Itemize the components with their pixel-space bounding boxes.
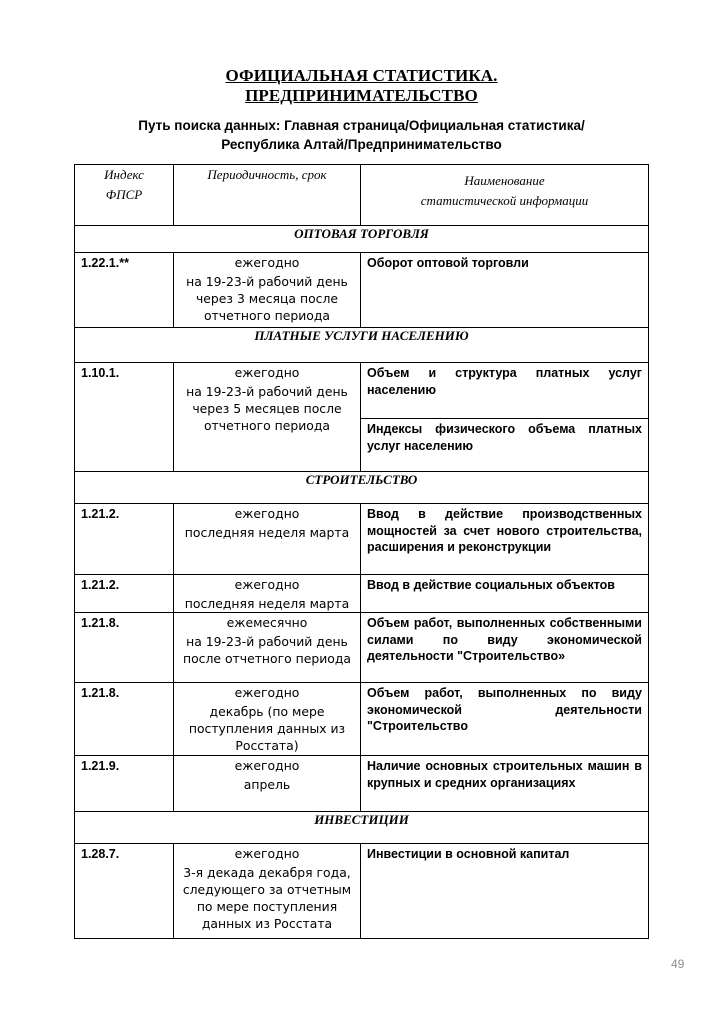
period-cell [174, 575, 361, 613]
table-row [75, 504, 649, 575]
page-title [0, 66, 723, 106]
section-title: ИНВЕСТИЦИИ [75, 812, 649, 844]
section-row [75, 328, 649, 363]
period-cell [174, 683, 361, 756]
fpsr-code: 1.28.7. [75, 844, 174, 939]
header-index-line-1: Индекс [104, 167, 144, 182]
page-number: 49 [671, 957, 685, 971]
info-name: Ввод в действие социальных объектов [361, 575, 649, 613]
header-name-line-2: статистической информации [420, 193, 589, 208]
info-name: Объем работ, выполненных по виду экономической деятельности "Строительство [361, 683, 649, 756]
search-path-line-2: Республика Алтай/Предпринимательство [221, 137, 502, 152]
fpsr-code: 1.21.2. [75, 504, 174, 575]
fpsr-code: 1.22.1.** [75, 253, 174, 328]
section-title: ОПТОВАЯ ТОРГОВЛЯ [75, 226, 649, 253]
table-row [75, 575, 649, 613]
table-row [75, 363, 649, 419]
period-cell [174, 363, 361, 472]
section-title: ПЛАТНЫЕ УСЛУГИ НАСЕЛЕНИЮ [75, 328, 649, 363]
period-cell [174, 253, 361, 328]
table-row [75, 756, 649, 812]
section-row [75, 812, 649, 844]
info-name: Ввод в действие производственных мощностей за счет нового строительства, расширения и реконструкции [361, 504, 649, 575]
table-row [75, 844, 649, 939]
table-header-row [75, 165, 649, 226]
fpsr-code: 1.21.2. [75, 575, 174, 613]
frequency: ежегодно [234, 255, 300, 270]
period-cell [174, 613, 361, 683]
fpsr-code: 1.21.8. [75, 613, 174, 683]
info-name: Наличие основных строительных машин в крупных и средних организациях [361, 756, 649, 812]
search-path [0, 116, 723, 154]
frequency: ежемесячно [226, 615, 308, 630]
frequency: ежегодно [234, 506, 300, 521]
deadline: на 19-23-й рабочий день после отчетного периода [182, 634, 352, 666]
frequency: ежегодно [234, 365, 300, 380]
deadline: 3-я декада декабря года, следующего за отчетным по мере поступления данных из Росстата [182, 865, 352, 931]
table-row [75, 253, 649, 328]
deadline: на 19-23-й рабочий день через 5 месяцев после отчетного периода [186, 384, 348, 433]
frequency: ежегодно [234, 758, 300, 773]
title-line-2: ПРЕДПРИНИМАТЕЛЬСТВО [245, 86, 478, 105]
info-name: Инвестиции в основной капитал [361, 844, 649, 939]
header-period: Периодичность, срок [174, 165, 361, 226]
section-row [75, 472, 649, 504]
fpsr-code: 1.21.9. [75, 756, 174, 812]
table-row [75, 683, 649, 756]
frequency: ежегодно [234, 685, 300, 700]
fpsr-code: 1.21.8. [75, 683, 174, 756]
header-name-line-1: Наименование [464, 173, 545, 188]
deadline: декабрь (по мере поступления данных из Росстата) [188, 704, 346, 753]
header-index-line-2: ФПСР [105, 187, 143, 202]
fpsr-code: 1.10.1. [75, 363, 174, 472]
table-row [75, 613, 649, 683]
deadline: последняя неделя марта [184, 525, 350, 540]
search-path-line-1: Путь поиска данных: Главная страница/Официальная статистика/ [138, 118, 585, 133]
header-name [361, 165, 649, 226]
info-name: Объем работ, выполненных собственными силами по виду экономической деятельности "Строительство» [361, 613, 649, 683]
info-name: Оборот оптовой торговли [361, 253, 649, 328]
deadline: апрель [243, 777, 291, 792]
title-line-1: ОФИЦИАЛЬНАЯ СТАТИСТИКА. [225, 66, 498, 85]
info-name: Объем и структура платных услуг населению [361, 363, 649, 419]
info-name: Индексы физического объема платных услуг населению [361, 419, 649, 472]
frequency: ежегодно [234, 577, 300, 592]
period-cell [174, 504, 361, 575]
statistics-table [74, 164, 649, 939]
section-title: СТРОИТЕЛЬСТВО [75, 472, 649, 504]
period-cell [174, 844, 361, 939]
header-index [75, 165, 174, 226]
frequency: ежегодно [234, 846, 300, 861]
period-cell [174, 756, 361, 812]
deadline: на 19-23-й рабочий день через 3 месяца после отчетного периода [186, 274, 348, 323]
section-row [75, 226, 649, 253]
deadline: последняя неделя марта [184, 596, 350, 611]
